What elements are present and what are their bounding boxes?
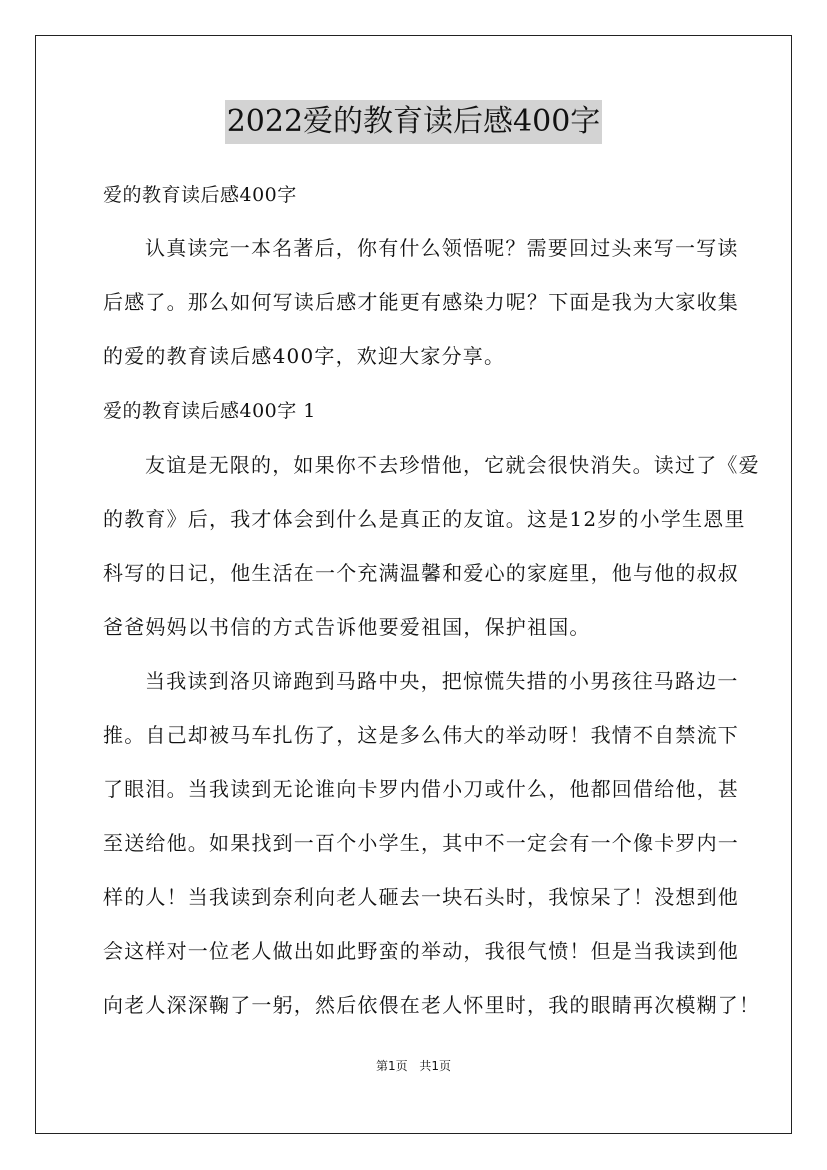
page-number: 第1页 <box>375 1059 408 1073</box>
document-subtitle: 爱的教育读后感400字 <box>103 184 297 206</box>
intro-line: 认真读完一本名著后，你有什么领悟呢？需要回过头来写一写读 <box>145 236 739 260</box>
intro-line: 后感了。那么如何写读后感才能更有感染力呢？下面是我为大家收集 <box>103 290 739 314</box>
paragraph-line: 当我读到洛贝谛跑到马路中央，把惊慌失措的小男孩往马路边一 <box>145 669 739 693</box>
intro-line: 的爱的教育读后感400字，欢迎大家分享。 <box>103 344 506 368</box>
total-pages: 共1页 <box>419 1059 452 1073</box>
paragraph-line: 友谊是无限的，如果你不去珍惜他，它就会很快消失。读过了《爱 <box>145 453 760 477</box>
paragraph-line: 至送给他。如果找到一百个小学生，其中不一定会有一个像卡罗内一 <box>103 831 739 855</box>
paragraph-line: 科写的日记，他生活在一个充满温馨和爱心的家庭里，他与他的叔叔 <box>103 561 739 585</box>
paragraph-line: 会这样对一位老人做出如此野蛮的举动，我很气愤！但是当我读到他 <box>103 939 739 963</box>
title-block <box>0 100 827 144</box>
page-footer <box>0 1057 827 1074</box>
paragraph-line: 样的人！当我读到奈利向老人砸去一块石头时，我惊呆了！没想到他 <box>103 885 739 909</box>
section-heading: 爱的教育读后感400字 1 <box>103 400 316 422</box>
paragraph-line: 了眼泪。当我读到无论谁向卡罗内借小刀或什么，他都回借给他，甚 <box>103 777 739 801</box>
paragraph-line: 推。自己却被马车扎伤了，这是多么伟大的举动呀！我情不自禁流下 <box>103 723 739 747</box>
paragraph-line: 爸爸妈妈以书信的方式告诉他要爱祖国，保护祖国。 <box>103 615 591 639</box>
document-title: 2022爱的教育读后感400字 <box>225 100 603 144</box>
paragraph-line: 的教育》后，我才体会到什么是真正的友谊。这是12岁的小学生恩里 <box>103 507 746 531</box>
paragraph-line: 向老人深深鞠了一躬，然后依偎在老人怀里时，我的眼睛再次模糊了！ <box>103 993 761 1017</box>
